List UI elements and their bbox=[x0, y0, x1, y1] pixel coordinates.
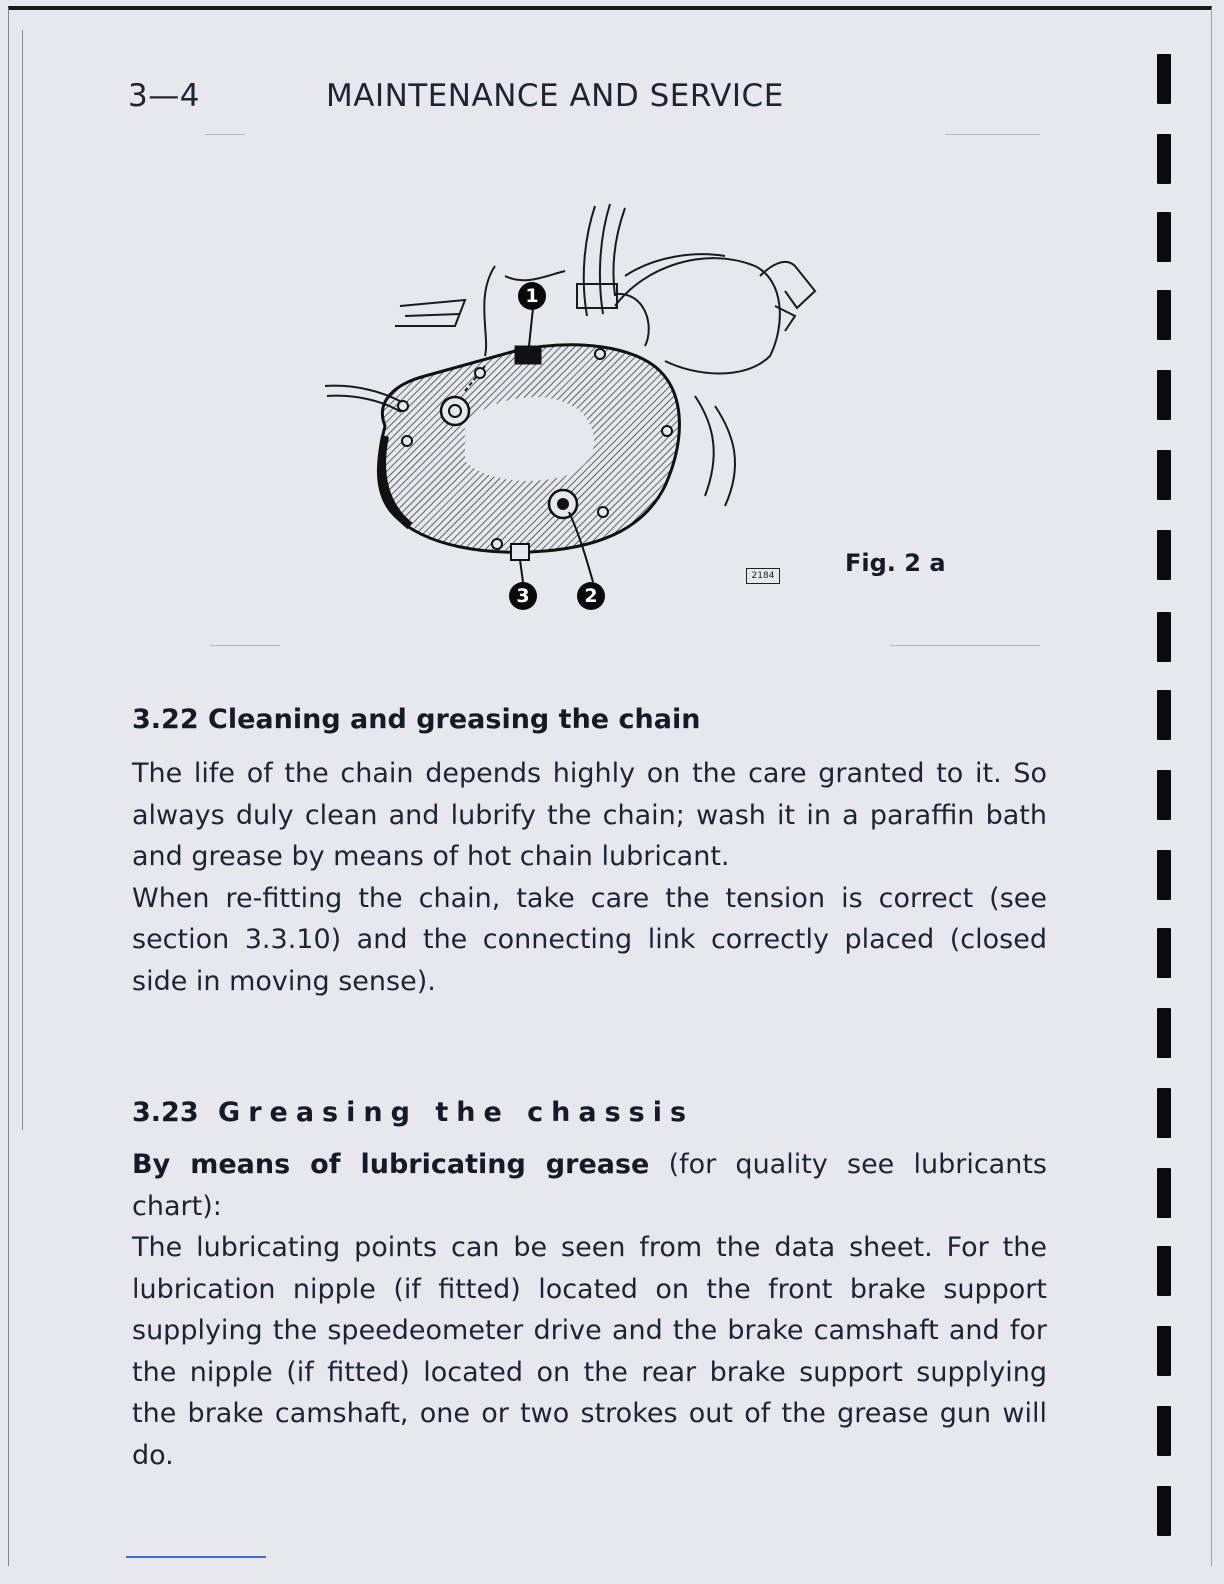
callout-1: 1 bbox=[518, 282, 546, 310]
figure-caption: Fig. 2 a bbox=[845, 549, 946, 577]
engine-drawing bbox=[315, 196, 835, 616]
section-3-23-lead bbox=[132, 1144, 1047, 1227]
binder-marks bbox=[1157, 0, 1177, 1584]
section-3-22-body bbox=[132, 753, 1047, 1002]
bottom-link-rule bbox=[126, 1556, 266, 1558]
section-3-23-paragraph: The lubricating points can be seen from the data sheet. For the lubrication nipple (if fitted) located on the front brake support supplying the speedeometer drive and the brake camshaft and for the nipple (if fitted) located on the rear brake support supplying the brake camshaft, one or two strokes out of the grease gun will do. bbox=[132, 1232, 1047, 1471]
callout-3: 3 bbox=[509, 582, 537, 610]
page-header bbox=[128, 78, 848, 114]
section-3-23-body bbox=[132, 1144, 1047, 1476]
faint-rule bbox=[945, 134, 1040, 135]
callout-2: 2 bbox=[577, 582, 605, 610]
section-3-23-number: 3.23 bbox=[132, 1097, 199, 1128]
lead-bold-text: By means of lubricating grease bbox=[132, 1149, 650, 1180]
lead-rest-text: (for quality see lubricants chart): bbox=[132, 1149, 1047, 1222]
left-margin-rule bbox=[22, 30, 23, 1130]
section-3-22-heading: 3.22 Cleaning and greasing the chain bbox=[132, 704, 701, 735]
page-number: 3—4 bbox=[128, 78, 200, 114]
faint-rule bbox=[205, 134, 245, 135]
engine-cover-illustration bbox=[315, 196, 835, 616]
section-3-23-title: Greasing the chassis bbox=[218, 1097, 695, 1128]
faint-rule bbox=[890, 645, 1040, 646]
section-3-22-paragraph-2: When re-fitting the chain, take care the tension is correct (see section 3.3.10) and the connecting link correctly placed (closed side in moving sense). bbox=[132, 882, 1047, 997]
figure-reference-code: 2184 bbox=[746, 568, 780, 584]
faint-rule bbox=[210, 645, 280, 646]
section-3-22-paragraph-1: The life of the chain depends highly on the care granted to it. So always duly clean and lubrify the chain; wash it in a paraffin bath and grease by means of hot chain lubricant. bbox=[132, 758, 1047, 872]
header-title: MAINTENANCE AND SERVICE bbox=[326, 78, 784, 114]
section-3-23-heading bbox=[132, 1097, 694, 1128]
